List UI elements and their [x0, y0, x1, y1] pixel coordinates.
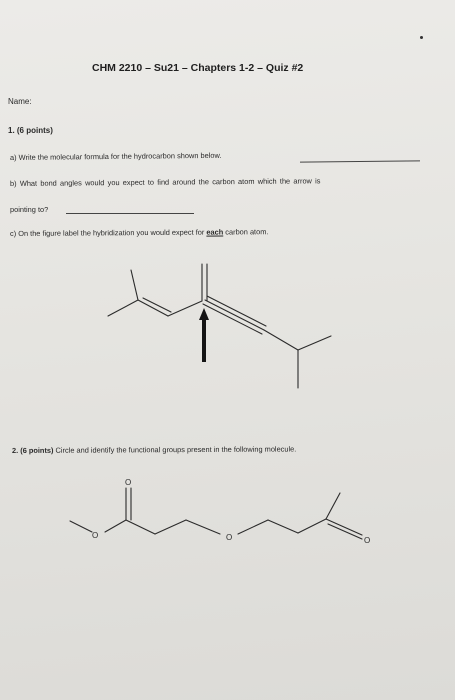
bond — [131, 270, 138, 300]
bond — [264, 330, 298, 350]
question1-part-b-line1: b) What bond angles would you expect to find around the carbon atom which the arrow is — [9, 176, 321, 188]
double-bond — [328, 524, 362, 539]
bond — [298, 336, 331, 350]
question1-part-b-line2: pointing to? — [10, 205, 49, 214]
question1-header: 1. (6 points) — [8, 126, 53, 135]
arrow-head — [199, 308, 209, 320]
triple-bond — [205, 300, 264, 330]
bond — [326, 493, 340, 519]
bond — [186, 520, 220, 534]
bond — [168, 301, 202, 316]
name-label: Name: — [8, 97, 32, 106]
ester-ether-ketone-structure — [70, 478, 370, 545]
part-c-suffix: carbon atom. — [223, 227, 269, 237]
bond — [155, 520, 186, 534]
oxygen-label: O — [226, 533, 233, 542]
part-c-prefix: c) On the figure label the hybridization you would expect for — [9, 227, 207, 238]
bond — [70, 521, 92, 532]
bond — [108, 300, 138, 316]
question2-points: 2. (6 points) — [11, 445, 54, 455]
oxygen-label: O — [92, 531, 99, 540]
bond — [126, 520, 155, 534]
question2-text — [12, 445, 296, 455]
bond — [268, 520, 298, 533]
quiz-title: CHM 2210 – Su21 – Chapters 1-2 – Quiz #2 — [92, 62, 304, 74]
hydrocarbon-structure — [108, 264, 331, 388]
part-c-emphasis: each — [206, 227, 224, 237]
oxygen-label: O — [364, 536, 371, 545]
question1-part-a: a) Write the molecular formula for the hydrocarbon shown below. — [9, 150, 222, 162]
double-bond — [326, 519, 362, 535]
bond — [298, 519, 326, 533]
bond — [105, 520, 126, 532]
question2-prompt: Circle and identify the functional groups present in the following molecule. — [53, 444, 297, 455]
bond — [238, 520, 268, 534]
oxygen-label: O — [125, 478, 132, 487]
